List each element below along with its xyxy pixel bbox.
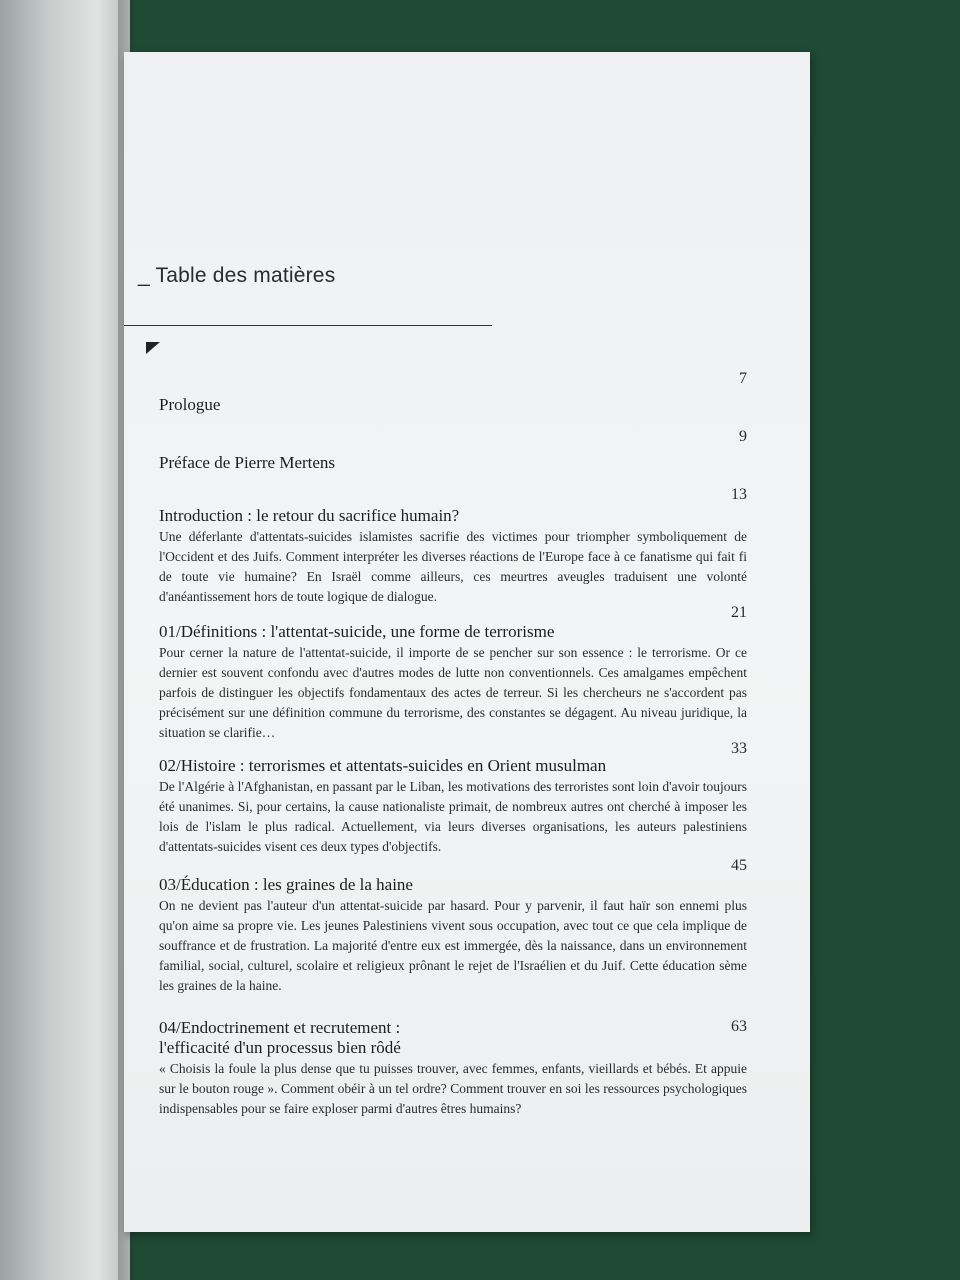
heading-rule (124, 325, 492, 326)
toc-entry-prologue (159, 370, 747, 414)
toc-entry-summary: On ne devient pas l'auteur d'un attentat-suicide par hasard. Pour y parvenir, il faut haïr son ennemi plus qu'on aime sa propre vie. Les jeunes Palestiniens vivent sous occupation, avec tout ce que cela implique de souffrance et de frustration. La majorité d'entre eux est immergée, dès la naissance, dans un environnement familial, social, culturel, scolaire et religieux prônant le rejet de l'Israélien et du Juif. Cette éducation sème les graines de la haine. (159, 898, 747, 993)
toc-entry-summary: Une déferlante d'attentats-suicides islamistes sacrifie des victimes pour triompher symboliquement de l'Occident et des Juifs. Comment interpréter les diverses réactions de l'Europe face à ce fanatisme qui fait fi de toute vie humaine? En Israël comme ailleurs, ces meurtres aveugles traduisent une volonté d'anéantissement hors de toute logique de dialogue. (159, 529, 747, 604)
toc-heading: _ Table des matières (138, 264, 336, 287)
toc-entry-title: 01/Définitions : l'attentat-suicide, une forme de terrorisme (159, 622, 555, 641)
toc-entry-title: Préface de Pierre Mertens (159, 453, 336, 472)
rule-corner-mark (146, 342, 160, 354)
toc-page-number: 7 (739, 370, 747, 387)
toc-entry-title: 04/Endoctrinement et recrutement : (159, 1018, 401, 1037)
toc-entry-introduction (159, 486, 747, 607)
toc-entry-histoire (159, 740, 747, 857)
toc-entry-title: 02/Histoire : terrorismes et attentats-suicides en Orient musulman (159, 756, 607, 775)
toc-page-number: 9 (739, 428, 747, 445)
facing-page-edge (0, 0, 130, 1280)
toc-page-number: 45 (731, 857, 747, 874)
toc-page-number: 13 (731, 486, 747, 503)
toc-entry-title: 03/Éducation : les graines de la haine (159, 875, 413, 894)
toc-entry-title: Prologue (159, 395, 221, 414)
toc-entry-endoctrinement (159, 1018, 747, 1119)
toc-entry-education (159, 857, 747, 996)
toc-entry-preface (159, 428, 747, 472)
book-page (124, 52, 810, 1232)
toc-entry-title-line2: l'efficacité d'un processus bien rôdé (159, 1038, 401, 1057)
toc-page-number: 33 (731, 740, 747, 757)
toc-page-number: 63 (731, 1018, 747, 1035)
toc-page-number: 21 (731, 604, 747, 621)
toc-entry-summary: « Choisis la foule la plus dense que tu puisses trouver, avec femmes, enfants, vieillards et bébés. Et appuie sur le bouton rouge ». Comment obéir à un tel ordre? Comment trouver en soi les ressources psychologiques indispensables pour se faire exploser parmi d'autres êtres humains? (159, 1061, 747, 1116)
toc-entry-title: Introduction : le retour du sacrifice humain? (159, 506, 460, 525)
toc-entry-summary: Pour cerner la nature de l'attentat-suicide, il importe de se pencher sur son essence : le terrorisme. Or ce dernier est souvent confondu avec d'autres modes de lutte non conventionnels. Ces amalgames empêchent parfois de distinguer les objectifs fondamentaux des actes de terreur. Si les chercheurs ne s'accordent pas précisément sur une définition commune du terrorisme, des constantes se dégagent. Au niveau juridique, la situation se clarifie… (159, 645, 747, 740)
toc-entry-definitions (159, 604, 747, 743)
toc-entry-summary: De l'Algérie à l'Afghanistan, en passant par le Liban, les motivations des terroristes sont loin d'avoir toujours été unanimes. Si, pour certains, la cause nationaliste primait, de nombreux autres ont cherché à imposer les lois de l'islam le plus radical. Actuellement, via leurs diverses organisations, les auteurs palestiniens d'attentats-suicides visent ces deux types d'objectifs. (159, 779, 747, 854)
